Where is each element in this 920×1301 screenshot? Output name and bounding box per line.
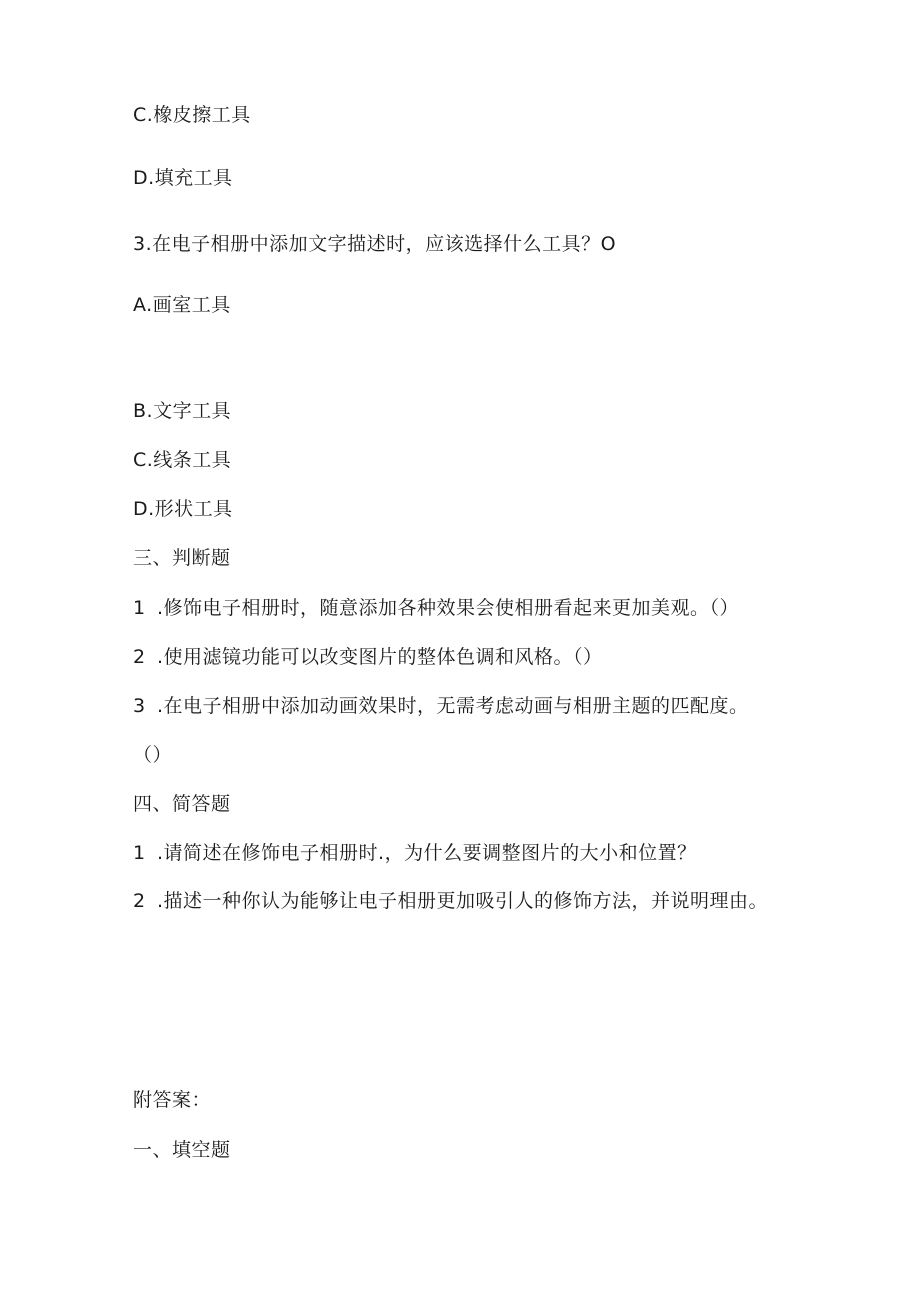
judgment-item-1 [133,596,739,620]
short-answer-item-1 [133,841,697,865]
item-text: .描述一种你认为能够让电子相册更加吸引人的修饰方法，并说明理由。 [157,890,769,912]
item-number: 1 [133,842,146,864]
item-number: 2 [133,646,146,668]
option-d-shape: D.形状工具 [133,498,233,520]
item-text: .使用滤镜功能可以改变图片的整体色调和风格。（） [157,646,603,668]
item-number: 3 [133,695,146,717]
item-number: 2 [133,890,146,912]
question-3: 3.在电子相册中添加文字描述时，应该选择什么工具？O [133,233,617,255]
option-c-eraser: C.橡皮擦工具 [133,104,251,126]
section-fill-blank-heading: 一、填空题 [133,1139,231,1161]
short-answer-item-2 [133,889,768,913]
item-text: .请简述在修饰电子相册时.，为什么要调整图片的大小和位置？ [157,842,697,864]
answer-key-heading: 附答案： [133,1089,212,1111]
option-d-fill: D.填充工具 [133,167,233,189]
judgment-item-2 [133,645,603,669]
item-text: .修饰电子相册时，随意添加各种效果会使相册看起来更加美观。（） [157,597,740,619]
option-a-studio: A.画室工具 [133,294,231,316]
judgment-item-3 [133,694,749,718]
option-b-text: B.文字工具 [133,400,232,422]
option-c-line: C.线条工具 [133,449,232,471]
section-short-answer-heading: 四、简答题 [133,793,231,815]
item-number: 1 [133,597,146,619]
section-judgment-heading: 三、判断题 [133,547,231,569]
judgment-item-3-bracket: （） [133,744,173,766]
item-text: .在电子相册中添加动画效果时，无需考虑动画与相册主题的匹配度。 [157,695,749,717]
